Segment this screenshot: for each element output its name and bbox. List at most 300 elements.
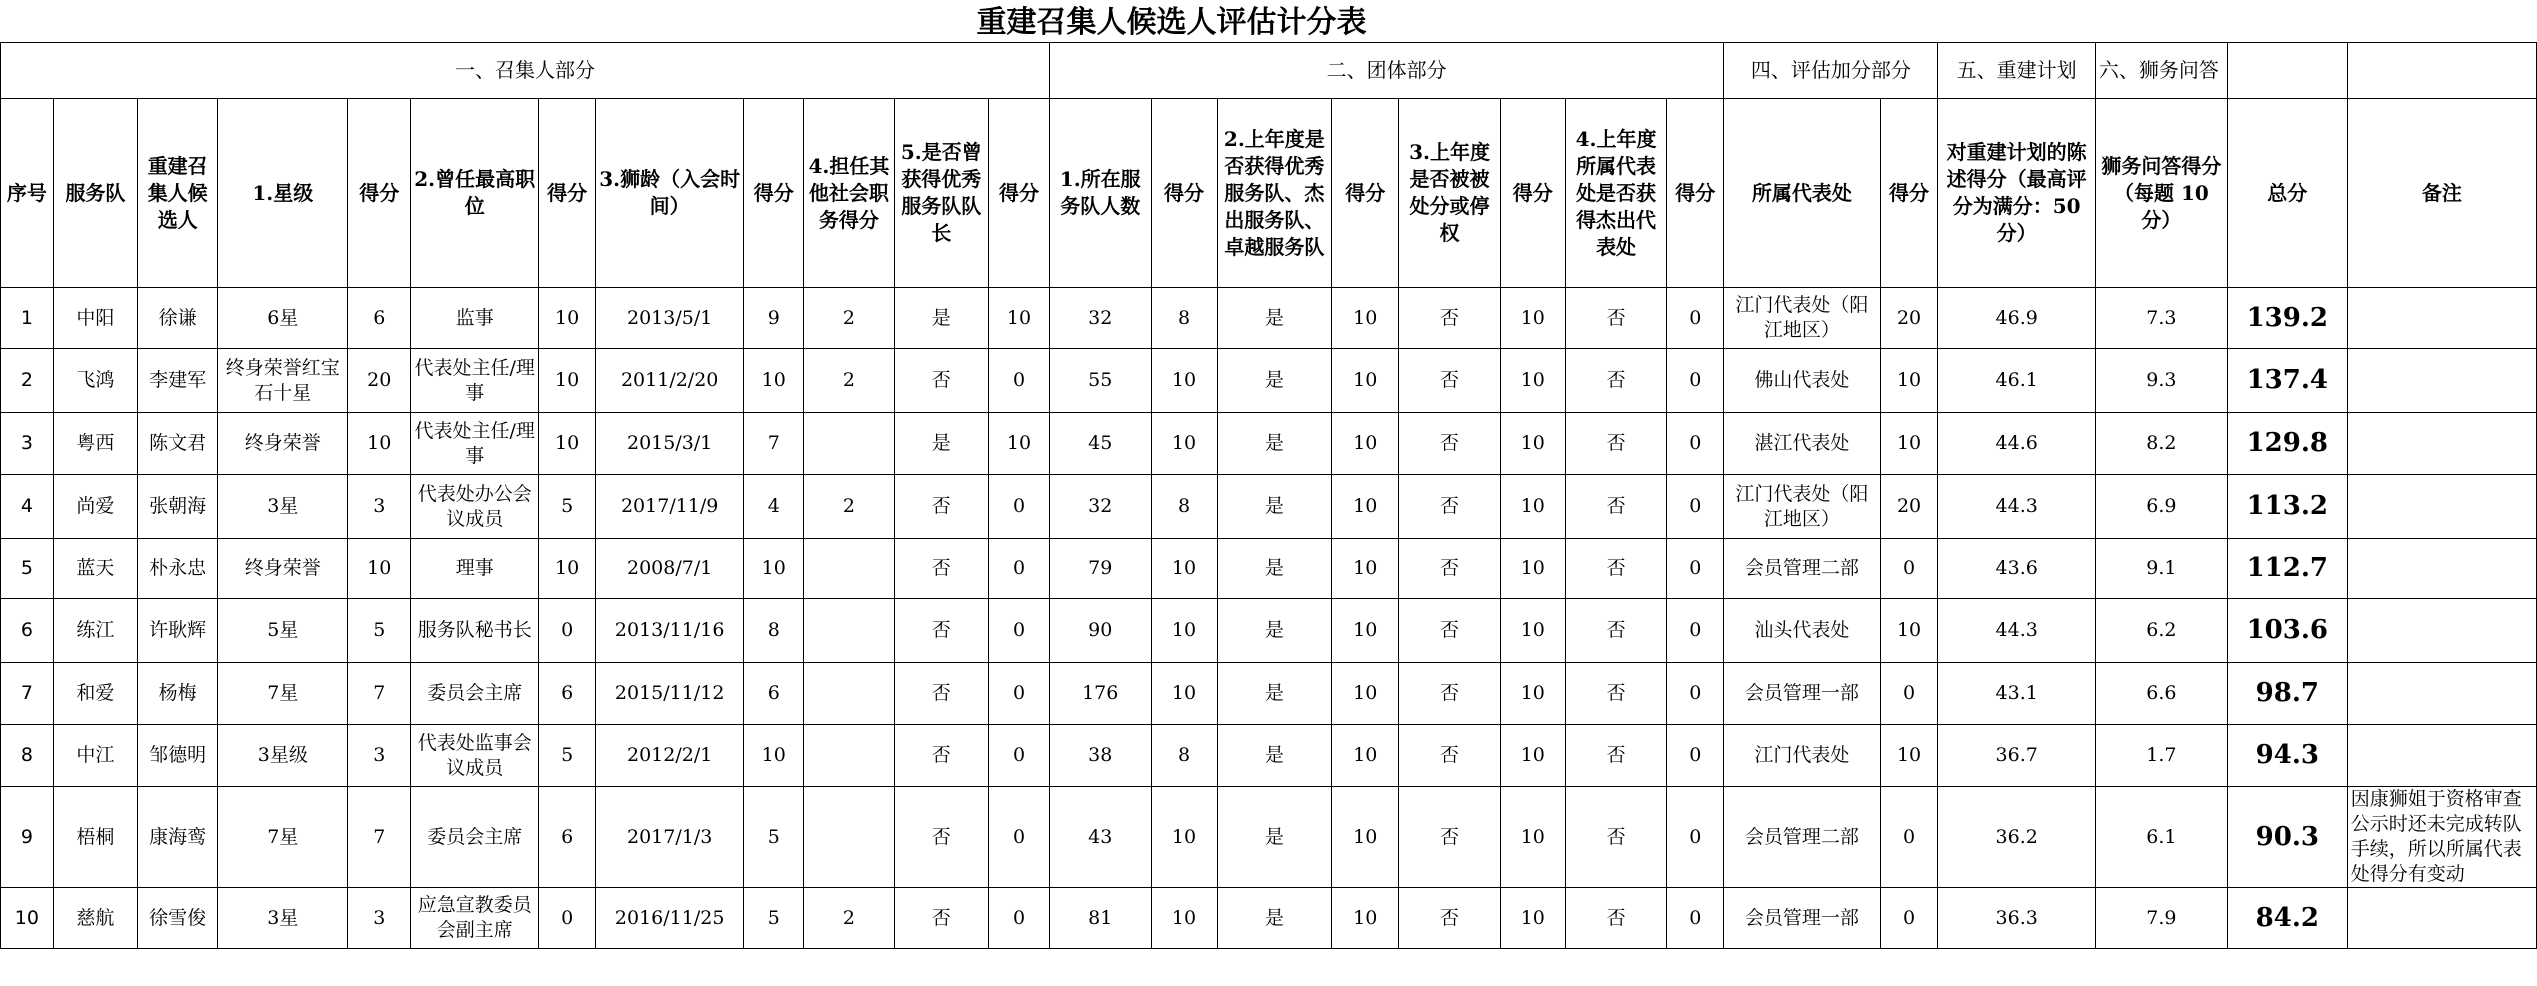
cell-team: 梧桐 [53,787,137,888]
cell-qa: 6.2 [2095,599,2227,663]
cell-qa: 6.6 [2095,663,2227,725]
cell-social [804,725,894,787]
cell-repa: 否 [1565,349,1667,413]
cell-total: 129.8 [2227,413,2347,475]
hdr-award-score: 得分 [1332,99,1399,288]
cell-note [2347,725,2536,787]
cell-cap_s: 0 [989,725,1050,787]
cell-cap_s: 0 [989,475,1050,539]
cell-total: 90.3 [2227,787,2347,888]
cell-pen_s: 10 [1500,787,1565,888]
cell-cap_s: 0 [989,663,1050,725]
cell-social: 2 [804,349,894,413]
cell-social [804,663,894,725]
cell-star: 3星级 [218,725,348,787]
cell-seq: 3 [1,413,54,475]
hdr-captain: 5.是否曾获得优秀服务队队长 [894,99,988,288]
cell-team: 和爱 [53,663,137,725]
cell-pos_s: 5 [539,475,596,539]
cell-rep_s: 0 [1880,663,1938,725]
cell-repa: 否 [1565,475,1667,539]
section-total-blank [2227,43,2347,99]
cell-pen: 否 [1399,413,1501,475]
cell-award_s: 10 [1332,888,1399,949]
cell-team: 粤西 [53,413,137,475]
cell-pen: 否 [1399,539,1501,599]
cell-star_s: 3 [348,475,411,539]
table-row [1,787,2537,888]
hdr-candidate: 重建召集人候选人 [138,99,218,288]
cell-social: 2 [804,888,894,949]
cell-seq: 8 [1,725,54,787]
cell-pos: 理事 [411,539,539,599]
cell-award: 是 [1217,475,1332,539]
cell-qa: 1.7 [2095,725,2227,787]
cell-repa: 否 [1565,888,1667,949]
cell-qa: 6.9 [2095,475,2227,539]
hdr-plan: 对重建计划的陈述得分（最高评分为满分：50 分） [1938,99,2095,288]
cell-pos_s: 0 [539,599,596,663]
cell-repa_s: 0 [1667,787,1724,888]
cell-cap_s: 0 [989,787,1050,888]
cell-name: 徐雪俊 [138,888,218,949]
cell-mem_s: 10 [1151,539,1217,599]
cell-name: 康海鸾 [138,787,218,888]
cell-date_s: 6 [744,663,804,725]
cell-mem_s: 10 [1151,349,1217,413]
cell-qa: 9.3 [2095,349,2227,413]
cell-date_s: 10 [744,539,804,599]
cell-name: 陈文君 [138,413,218,475]
cell-mem_s: 8 [1151,475,1217,539]
cell-seq: 2 [1,349,54,413]
cell-pos: 应急宣教委员会副主席 [411,888,539,949]
cell-pen_s: 10 [1500,475,1565,539]
cell-plan: 36.7 [1938,725,2095,787]
cell-repa_s: 0 [1667,663,1724,725]
cell-plan: 46.9 [1938,288,2095,349]
cell-name: 朴永忠 [138,539,218,599]
cell-pos: 代表处主任/理事 [411,413,539,475]
cell-repa: 否 [1565,288,1667,349]
cell-date_s: 5 [744,888,804,949]
cell-date: 2012/2/1 [596,725,744,787]
section-qa: 六、狮务问答 [2095,43,2227,99]
cell-mem_s: 10 [1151,888,1217,949]
column-header-row [1,99,2537,288]
cell-repa_s: 0 [1667,475,1724,539]
cell-mem: 32 [1049,288,1151,349]
cell-plan: 36.2 [1938,787,2095,888]
cell-date: 2013/11/16 [596,599,744,663]
cell-date: 2011/2/20 [596,349,744,413]
cell-star_s: 6 [348,288,411,349]
cell-social [804,539,894,599]
cell-name: 徐谦 [138,288,218,349]
cell-pen_s: 10 [1500,663,1565,725]
cell-star: 终身荣誉 [218,413,348,475]
cell-pos_s: 6 [539,663,596,725]
cell-award: 是 [1217,288,1332,349]
cell-pen: 否 [1399,663,1501,725]
cell-note [2347,413,2536,475]
cell-mem_s: 8 [1151,288,1217,349]
table-row [1,349,2537,413]
cell-pos_s: 0 [539,888,596,949]
cell-award: 是 [1217,663,1332,725]
cell-rep: 江门代表处 [1724,725,1880,787]
cell-pen: 否 [1399,475,1501,539]
cell-pen_s: 10 [1500,413,1565,475]
cell-pos: 代表处主任/理事 [411,349,539,413]
hdr-rep-score: 得分 [1880,99,1938,288]
cell-award_s: 10 [1332,787,1399,888]
cell-star: 5星 [218,599,348,663]
cell-mem_s: 8 [1151,725,1217,787]
cell-award: 是 [1217,349,1332,413]
cell-pos_s: 10 [539,413,596,475]
cell-cap_s: 0 [989,539,1050,599]
cell-social: 2 [804,475,894,539]
cell-rep: 江门代表处（阳江地区） [1724,288,1880,349]
cell-mem: 79 [1049,539,1151,599]
cell-cap: 否 [894,725,988,787]
cell-rep: 江门代表处（阳江地区） [1724,475,1880,539]
cell-total: 139.2 [2227,288,2347,349]
table-row [1,888,2537,949]
cell-pos_s: 10 [539,288,596,349]
cell-star: 3星 [218,475,348,539]
cell-rep_s: 10 [1880,725,1938,787]
cell-pen_s: 10 [1500,725,1565,787]
cell-cap_s: 10 [989,288,1050,349]
cell-mem: 55 [1049,349,1151,413]
cell-star_s: 5 [348,599,411,663]
sheet-title-text: 重建召集人候选人评估计分表 [976,5,1367,40]
cell-award: 是 [1217,539,1332,599]
cell-pen: 否 [1399,787,1501,888]
cell-cap_s: 0 [989,349,1050,413]
cell-cap: 是 [894,413,988,475]
cell-star_s: 10 [348,539,411,599]
hdr-captain-score: 得分 [989,99,1050,288]
cell-team: 练江 [53,599,137,663]
cell-repa_s: 0 [1667,725,1724,787]
sheet-title [0,0,2537,44]
cell-pen_s: 10 [1500,349,1565,413]
cell-seq: 10 [1,888,54,949]
cell-pen_s: 10 [1500,888,1565,949]
cell-rep_s: 10 [1880,599,1938,663]
cell-repa: 否 [1565,725,1667,787]
cell-note [2347,663,2536,725]
cell-note [2347,539,2536,599]
cell-mem_s: 10 [1151,787,1217,888]
cell-award_s: 10 [1332,725,1399,787]
hdr-qa: 狮务问答得分（每题 10 分） [2095,99,2227,288]
cell-award_s: 10 [1332,475,1399,539]
cell-repa_s: 0 [1667,349,1724,413]
table-row [1,663,2537,725]
hdr-penalty-score: 得分 [1500,99,1565,288]
cell-pos: 委员会主席 [411,663,539,725]
cell-date: 2008/7/1 [596,539,744,599]
cell-award: 是 [1217,787,1332,888]
cell-pen: 否 [1399,888,1501,949]
cell-award_s: 10 [1332,599,1399,663]
cell-pos: 委员会主席 [411,787,539,888]
cell-award_s: 10 [1332,288,1399,349]
cell-plan: 44.3 [1938,475,2095,539]
cell-seq: 9 [1,787,54,888]
cell-rep_s: 0 [1880,787,1938,888]
hdr-age-score: 得分 [744,99,804,288]
cell-repa_s: 0 [1667,888,1724,949]
cell-rep: 湛江代表处 [1724,413,1880,475]
hdr-penalty: 3.上年度是否被被处分或停权 [1399,99,1501,288]
cell-plan: 43.6 [1938,539,2095,599]
cell-pos_s: 10 [539,539,596,599]
cell-seq: 1 [1,288,54,349]
cell-note [2347,475,2536,539]
cell-rep_s: 0 [1880,888,1938,949]
cell-plan: 44.6 [1938,413,2095,475]
cell-award_s: 10 [1332,349,1399,413]
cell-star_s: 7 [348,663,411,725]
cell-seq: 6 [1,599,54,663]
cell-star: 6星 [218,288,348,349]
cell-date_s: 7 [744,413,804,475]
cell-pen_s: 10 [1500,539,1565,599]
cell-star_s: 3 [348,888,411,949]
cell-repa_s: 0 [1667,288,1724,349]
cell-rep: 汕头代表处 [1724,599,1880,663]
cell-rep_s: 10 [1880,349,1938,413]
cell-pen: 否 [1399,725,1501,787]
cell-seq: 5 [1,539,54,599]
cell-mem: 81 [1049,888,1151,949]
cell-rep: 会员管理二部 [1724,787,1880,888]
cell-star_s: 7 [348,787,411,888]
cell-cap: 否 [894,663,988,725]
cell-star: 7星 [218,663,348,725]
section-bonus: 四、评估加分部分 [1724,43,1938,99]
cell-total: 84.2 [2227,888,2347,949]
cell-team: 尚爱 [53,475,137,539]
cell-pen: 否 [1399,349,1501,413]
cell-social [804,599,894,663]
cell-award: 是 [1217,413,1332,475]
cell-total: 98.7 [2227,663,2347,725]
cell-name: 张朝海 [138,475,218,539]
table-row [1,288,2537,349]
cell-star_s: 20 [348,349,411,413]
cell-plan: 36.3 [1938,888,2095,949]
cell-pen: 否 [1399,599,1501,663]
cell-social [804,787,894,888]
cell-mem_s: 10 [1151,599,1217,663]
cell-repa_s: 0 [1667,539,1724,599]
cell-rep_s: 0 [1880,539,1938,599]
cell-cap: 否 [894,475,988,539]
cell-cap: 否 [894,539,988,599]
cell-team: 中江 [53,725,137,787]
cell-repa: 否 [1565,599,1667,663]
cell-qa: 7.3 [2095,288,2227,349]
hdr-team: 服务队 [53,99,137,288]
cell-pos: 服务队秘书长 [411,599,539,663]
cell-plan: 44.3 [1938,599,2095,663]
cell-mem_s: 10 [1151,663,1217,725]
cell-team: 飞鸿 [53,349,137,413]
hdr-seq: 序号 [1,99,54,288]
cell-team: 蓝天 [53,539,137,599]
cell-star: 终身荣誉红宝石十星 [218,349,348,413]
section-note-blank [2347,43,2536,99]
cell-social: 2 [804,288,894,349]
hdr-position: 2.曾任最高职位 [411,99,539,288]
cell-cap: 否 [894,349,988,413]
hdr-rep-award: 4.上年度所属代表处是否获得杰出代表处 [1565,99,1667,288]
section-convener: 一、召集人部分 [1,43,1050,99]
table-row [1,413,2537,475]
cell-pos: 代表处监事会议成员 [411,725,539,787]
table-row [1,725,2537,787]
cell-repa_s: 0 [1667,413,1724,475]
cell-pen_s: 10 [1500,288,1565,349]
cell-note [2347,349,2536,413]
hdr-award: 2.上年度是否获得优秀服务队、杰出服务队、卓越服务队 [1217,99,1332,288]
cell-total: 94.3 [2227,725,2347,787]
hdr-age: 3.狮龄（入会时间） [596,99,744,288]
hdr-social: 4.担任其他社会职务得分 [804,99,894,288]
cell-rep: 会员管理一部 [1724,888,1880,949]
hdr-note: 备注 [2347,99,2536,288]
cell-qa: 6.1 [2095,787,2227,888]
cell-date_s: 4 [744,475,804,539]
cell-mem_s: 10 [1151,413,1217,475]
cell-date: 2017/1/3 [596,787,744,888]
cell-mem: 90 [1049,599,1151,663]
cell-pos: 代表处办公会议成员 [411,475,539,539]
cell-cap_s: 0 [989,599,1050,663]
cell-mem: 176 [1049,663,1151,725]
cell-award: 是 [1217,888,1332,949]
hdr-star: 1.星级 [218,99,348,288]
cell-pen: 否 [1399,288,1501,349]
cell-qa: 7.9 [2095,888,2227,949]
cell-rep_s: 10 [1880,413,1938,475]
cell-note: 因康狮姐于资格审查公示时还未完成转队手续，所以所属代表处得分有变动 [2347,787,2536,888]
cell-rep_s: 20 [1880,475,1938,539]
hdr-total: 总分 [2227,99,2347,288]
cell-name: 邹德明 [138,725,218,787]
cell-name: 杨梅 [138,663,218,725]
cell-date_s: 8 [744,599,804,663]
cell-date: 2013/5/1 [596,288,744,349]
cell-star: 7星 [218,787,348,888]
cell-award: 是 [1217,725,1332,787]
cell-name: 许耿辉 [138,599,218,663]
score-table [0,42,2537,949]
cell-cap: 否 [894,888,988,949]
cell-team: 慈航 [53,888,137,949]
cell-seq: 4 [1,475,54,539]
cell-team: 中阳 [53,288,137,349]
table-row [1,475,2537,539]
cell-name: 李建军 [138,349,218,413]
cell-total: 137.4 [2227,349,2347,413]
cell-rep: 佛山代表处 [1724,349,1880,413]
cell-note [2347,888,2536,949]
hdr-position-score: 得分 [539,99,596,288]
cell-mem: 45 [1049,413,1151,475]
cell-repa: 否 [1565,663,1667,725]
cell-rep: 会员管理二部 [1724,539,1880,599]
cell-mem: 38 [1049,725,1151,787]
cell-date: 2017/11/9 [596,475,744,539]
cell-mem: 43 [1049,787,1151,888]
section-group: 二、团体部分 [1049,43,1723,99]
cell-star: 3星 [218,888,348,949]
cell-pos: 监事 [411,288,539,349]
cell-plan: 46.1 [1938,349,2095,413]
cell-award_s: 10 [1332,663,1399,725]
cell-cap: 否 [894,787,988,888]
cell-award_s: 10 [1332,413,1399,475]
cell-award_s: 10 [1332,539,1399,599]
cell-cap: 是 [894,288,988,349]
cell-mem: 32 [1049,475,1151,539]
cell-total: 103.6 [2227,599,2347,663]
hdr-rep-award-score: 得分 [1667,99,1724,288]
cell-seq: 7 [1,663,54,725]
cell-pos_s: 10 [539,349,596,413]
cell-date: 2015/11/12 [596,663,744,725]
cell-repa: 否 [1565,787,1667,888]
section-plan: 五、重建计划 [1938,43,2095,99]
cell-date: 2016/11/25 [596,888,744,949]
table-row [1,539,2537,599]
hdr-members-score: 得分 [1151,99,1217,288]
cell-plan: 43.1 [1938,663,2095,725]
cell-cap_s: 10 [989,413,1050,475]
cell-star_s: 3 [348,725,411,787]
cell-date: 2015/3/1 [596,413,744,475]
cell-rep_s: 20 [1880,288,1938,349]
cell-total: 112.7 [2227,539,2347,599]
cell-repa_s: 0 [1667,599,1724,663]
hdr-members: 1.所在服务队人数 [1049,99,1151,288]
cell-rep: 会员管理一部 [1724,663,1880,725]
table-row [1,599,2537,663]
cell-total: 113.2 [2227,475,2347,539]
section-header-row [1,43,2537,99]
cell-repa: 否 [1565,539,1667,599]
cell-note [2347,599,2536,663]
cell-star: 终身荣誉 [218,539,348,599]
cell-cap: 否 [894,599,988,663]
cell-date_s: 5 [744,787,804,888]
cell-date_s: 10 [744,725,804,787]
cell-qa: 8.2 [2095,413,2227,475]
cell-award: 是 [1217,599,1332,663]
cell-social [804,413,894,475]
hdr-rep: 所属代表处 [1724,99,1880,288]
cell-star_s: 10 [348,413,411,475]
cell-cap_s: 0 [989,888,1050,949]
cell-qa: 9.1 [2095,539,2227,599]
